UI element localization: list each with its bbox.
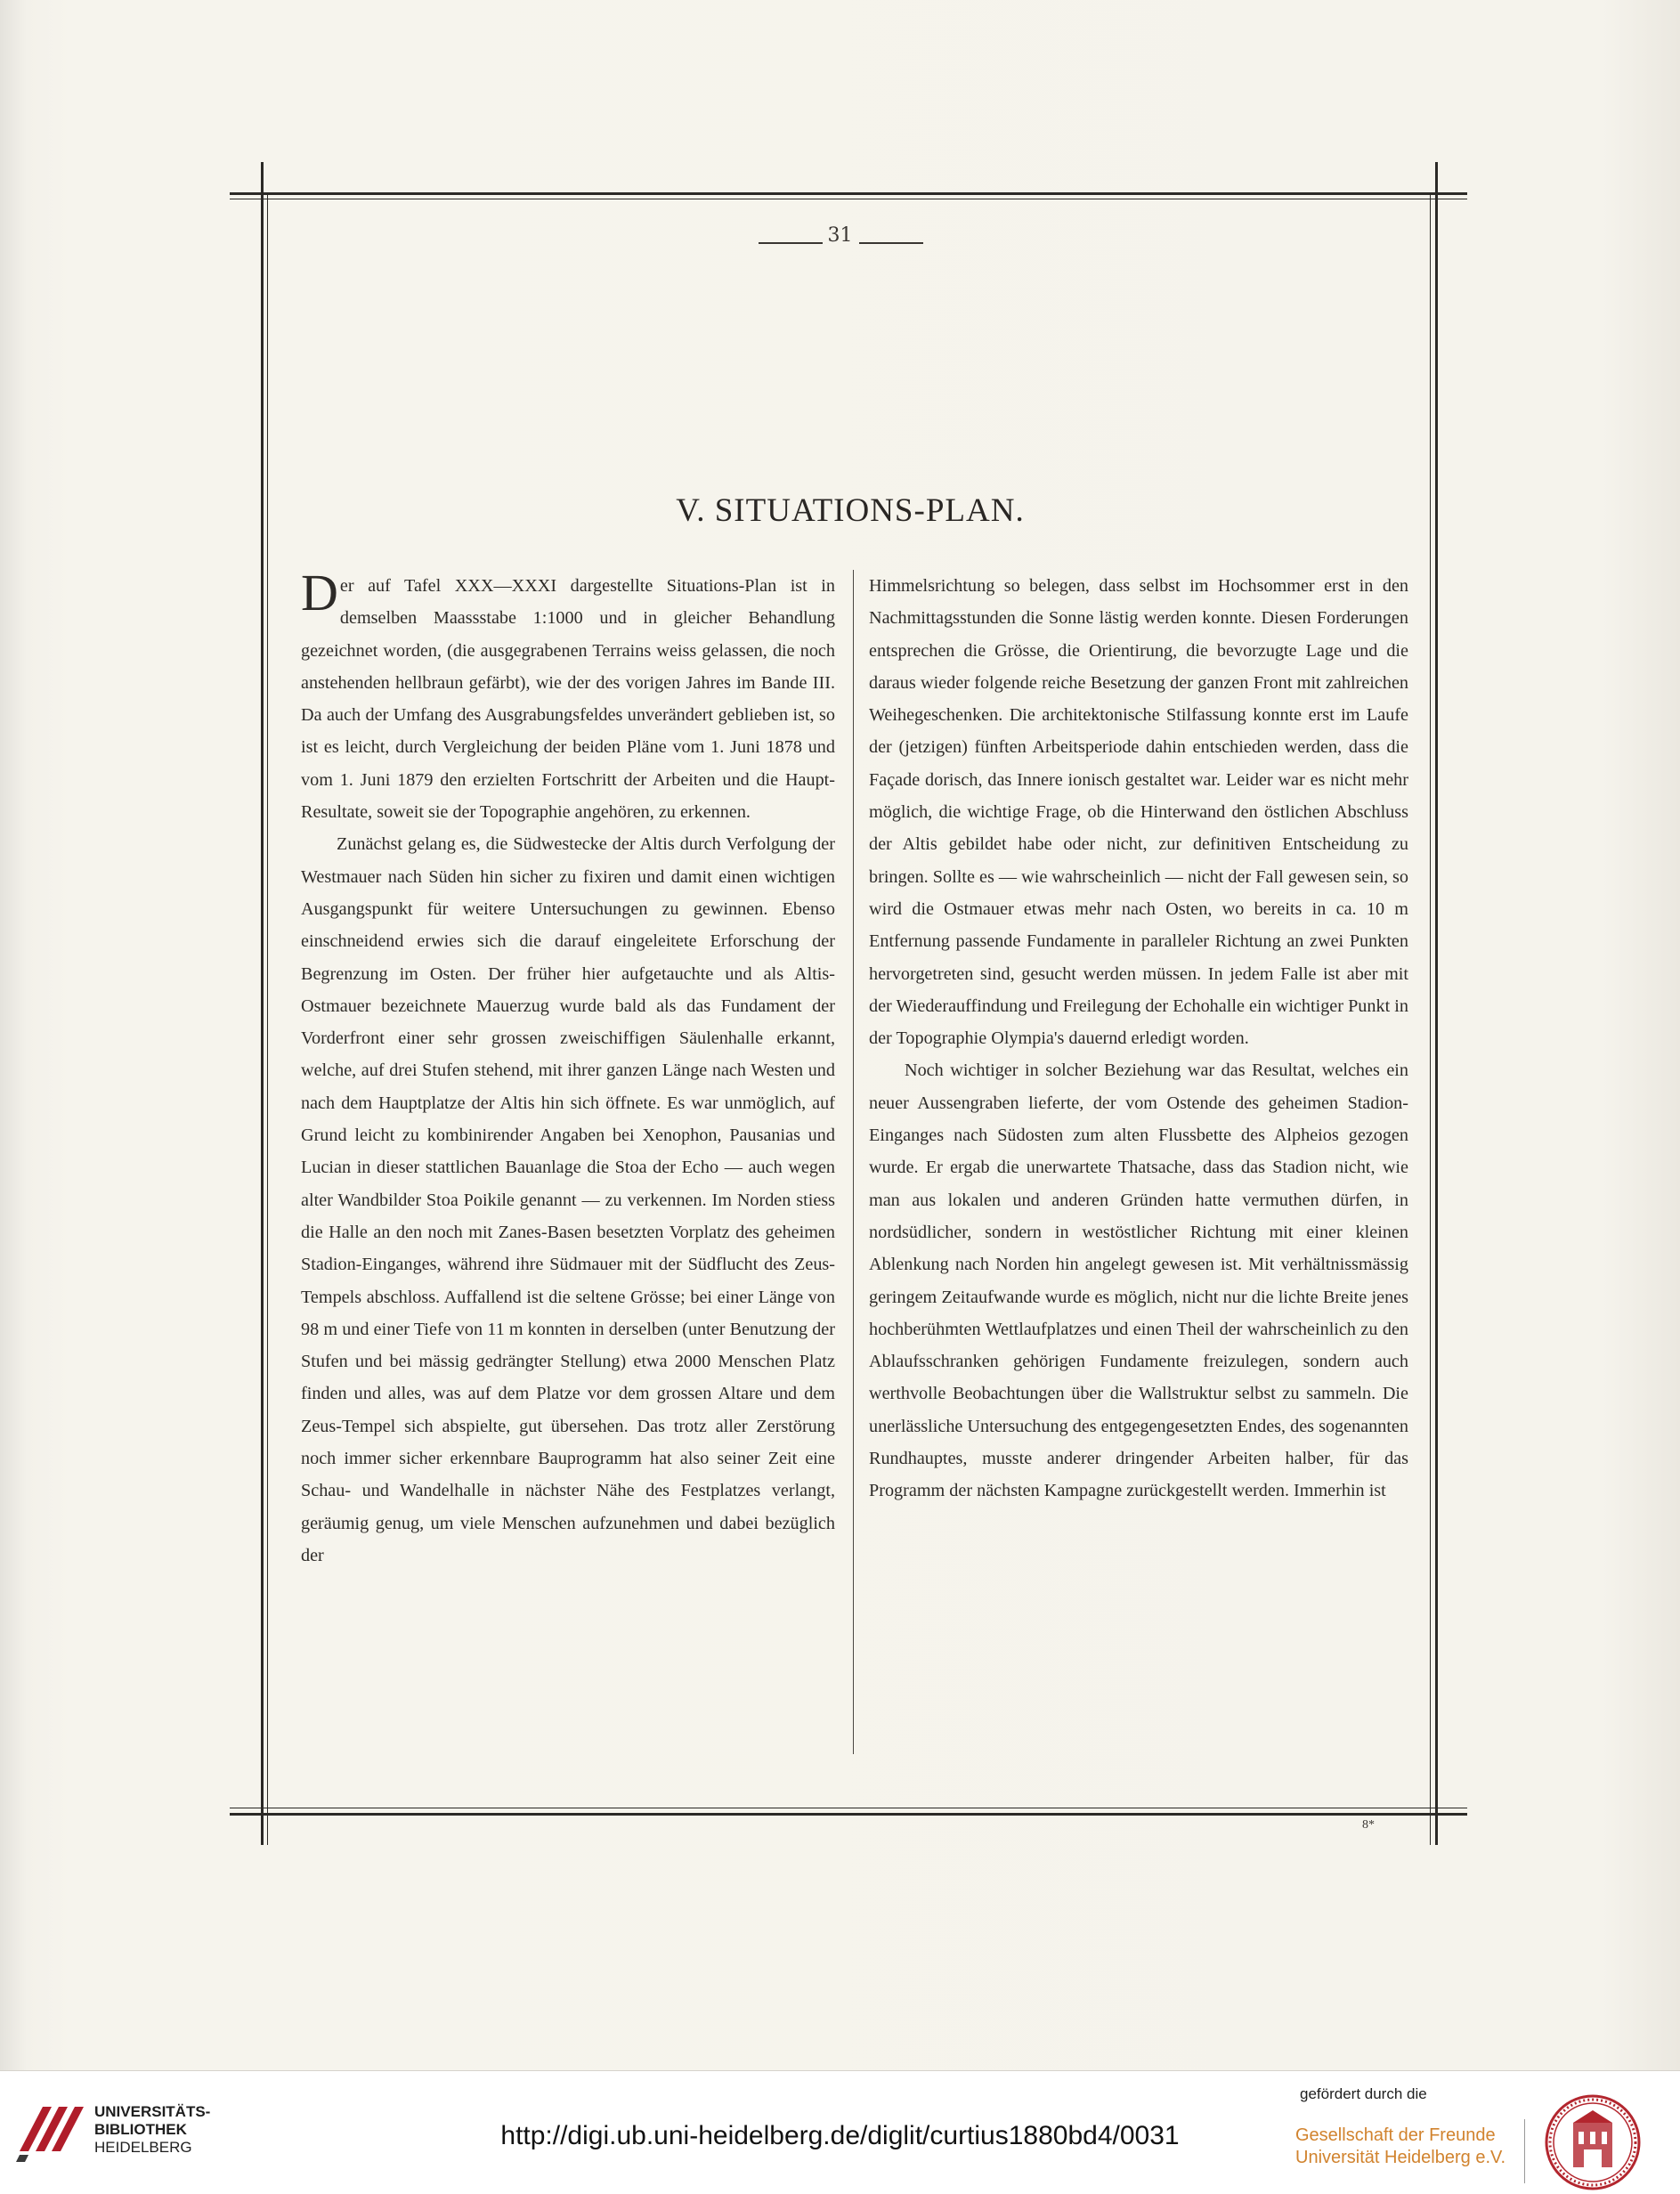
- frame-right-rule-thin: [1430, 192, 1431, 1845]
- frame-bottom-rule: [230, 1813, 1467, 1816]
- permalink-url[interactable]: http://digi.ub.uni-heidelberg.de/diglit/curtius1880bd4/0031: [500, 2121, 1180, 2150]
- footer-bar: [0, 2070, 1680, 2194]
- frame-left-rule-thin: [267, 192, 268, 1845]
- drop-cap: D: [301, 564, 338, 622]
- page-number-ornament-right: [859, 242, 923, 244]
- sponsor-name-line: Gesellschaft der Freunde: [1295, 2125, 1496, 2145]
- sponsor-name[interactable]: [1295, 2125, 1506, 2169]
- frame-left-rule: [261, 162, 264, 1845]
- column-divider: [853, 570, 854, 1754]
- paragraph: Himmelsrichtung so belegen, dass selbst im Hochsommer erst in den Nachmittagsstunden die Sonne lästig werden konnte. Diesen Forderungen entsprechen die Grösse, die Orientirung, die bevorzugte Lage und die daraus wieder folgende reiche Besetzung der ganzen Front mit zahlreichen Weihegeschenken. Die architektonische Stilfassung konnte erst im Laufe der (jetzigen) fünften Arbeitsperiode dahin entschieden werden, dass die Façade dorisch, das Innere ionisch gestaltet war. Leider war es nicht mehr möglich, die wichtige Frage, ob die Hinterwand den östlichen Abschluss der Altis gebildet habe oder nicht, zur definitiven Entscheidung zu bringen. Sollte es — wie wahrscheinlich — nicht der Fall gewesen sein, so wird die Ostmauer etwas mehr nach Osten, wo bereits in ca. 10 m Entfernung passende Fundamente in paralleler Richtung an zwei Punkten hervorgetreten sind, gesucht werden müssen. In jedem Falle ist aber mit der Wiederauffindung und Freilegung der Echohalle ein wichtiger Punkt in der Topographie Olympia's dauernd erledigt worden.: [869, 576, 1408, 1049]
- paragraph-text: er auf Tafel XXX—XXXI dargestellte Situations-Plan ist in demselben Maassstabe 1:1000 und in gleicher Behandlung gezeichnet worden, (die ausgegrabenen Terrains weiss gelassen, die noch anstehenden hellbraun gefärbt), wie der des vorigen Jahres im Bande III. Da auch der Umfang des Ausgrabungsfeldes unverändert geblieben ist, so ist es leicht, durch Vergleichung der beiden Pläne vom 1. Juni 1878 und vom 1. Juni 1879 den erzielten Fortschritt der Arbeiten und die Haupt-Resultate, soweit sie der Topographie angehören, zu erkennen.: [301, 576, 835, 823]
- text-column-right: [869, 570, 1408, 1507]
- signature-mark: 8*: [1362, 1818, 1375, 1832]
- library-name-line: BIBLIOTHEK: [94, 2121, 187, 2138]
- chapter-title: V. SITUATIONS-PLAN.: [676, 492, 1025, 529]
- paragraph: Noch wichtiger in solcher Beziehung war das Resultat, welches ein neuer Aussengraben lieferte, der vom Ostende des geheimen Stadion-Einganges nach Südosten zum alten Flussbette des Alpheios gezogen wurde. Er ergab die unerwartete Thatsache, dass das Stadion nicht, wie man aus lokalen und anderen Gründen hatte vermuthen dürfen, in nordsüdlicher, sondern in westöstlicher Richtung mit einer kleinen Ablenkung nach Norden hin angelegt gewesen ist. Mit verhältnissmässig geringem Zeitaufwande wurde es möglich, nicht nur die lichte Breite jenes hochberühmten Wettlaufplatzes und einen Theil der wahrscheinlich zu den Ablaufsschranken gehörigen Fundamente freizulegen, sondern auch werthvolle Beobachtungen über die Wallstruktur selbst zu sammeln. Die unerlässliche Untersuchung des entgegengesetzten Endes, des sogenannten Rundhauptes, musste anderer dringender Arbeiten halber, für das Programm der nächsten Kampagne zurückgestellt werden. Immerhin ist: [869, 1060, 1408, 1501]
- text-column-left: [301, 564, 835, 1572]
- frame-right-rule: [1435, 162, 1438, 1845]
- frame-top-rule: [230, 192, 1467, 195]
- library-name-line: HEIDELBERG: [94, 2139, 192, 2156]
- sponsor-name-line: Universität Heidelberg e.V.: [1295, 2148, 1506, 2167]
- library-name-line: UNIVERSITÄTS-: [94, 2103, 211, 2120]
- university-seal-icon: [1543, 2092, 1643, 2192]
- sponsor-label: gefördert durch die: [1300, 2085, 1427, 2102]
- sponsor-divider: [1524, 2119, 1525, 2183]
- page-number: 31: [827, 224, 853, 247]
- paragraph: Zunächst gelang es, die Südwestecke der Altis durch Verfolgung der Westmauer nach Süden hin sicher zu fixiren und damit einen wichtigen Ausgangspunkt für weitere Untersuchungen zu gewinnen. Ebenso einschneidend erwies sich die darauf eingeleitete Erforschung der Begrenzung im Osten. Der früher hier aufgetauchte und als Altis-Ostmauer bezeichnete Mauerzug wurde bald als das Fundament der Vorderfront einer sehr grossen zweischiffigen Säulenhalle erkannt, welche, auf drei Stufen stehend, mit ihrer ganzen Länge nach Westen und nach dem Hauptplatze der Altis hin sich öffnete. Es war unmöglich, auf Grund leicht zu kombinirender Angaben bei Xenophon, Pausanias und Lucian in dieser stattlichen Bauanlage die Stoa der Echo — auch wegen alter Wandbilder Stoa Poikile genannt — zu verkennen. Im Norden stiess die Halle an den noch mit Zanes-Basen besetzten Vorplatz des geheimen Stadion-Einganges, während ihre Südmauer mit der Südflucht des Zeus-Tempels abschloss. Auffallend ist die seltene Grösse; bei einer Länge von 98 m und einer Tiefe von 11 m konnten in derselben (unter Benutzung der Stufen und bei mässig gedrängter Stellung) etwa 2000 Menschen Platz finden und alles, was auf dem Platze vor dem grossen Altare und dem Zeus-Tempel sich abspielte, gut übersehen. Das trotz aller Zerstörung noch immer sicher erkennbare Bauprogramm hat also seiner Zeit eine Schau- und Wandelhalle in nächster Nähe des Festplatzes verlangt, geräumig genug, um viele Menschen aufzunehmen und dabei bezüglich der: [301, 834, 835, 1565]
- paragraph: [301, 564, 835, 828]
